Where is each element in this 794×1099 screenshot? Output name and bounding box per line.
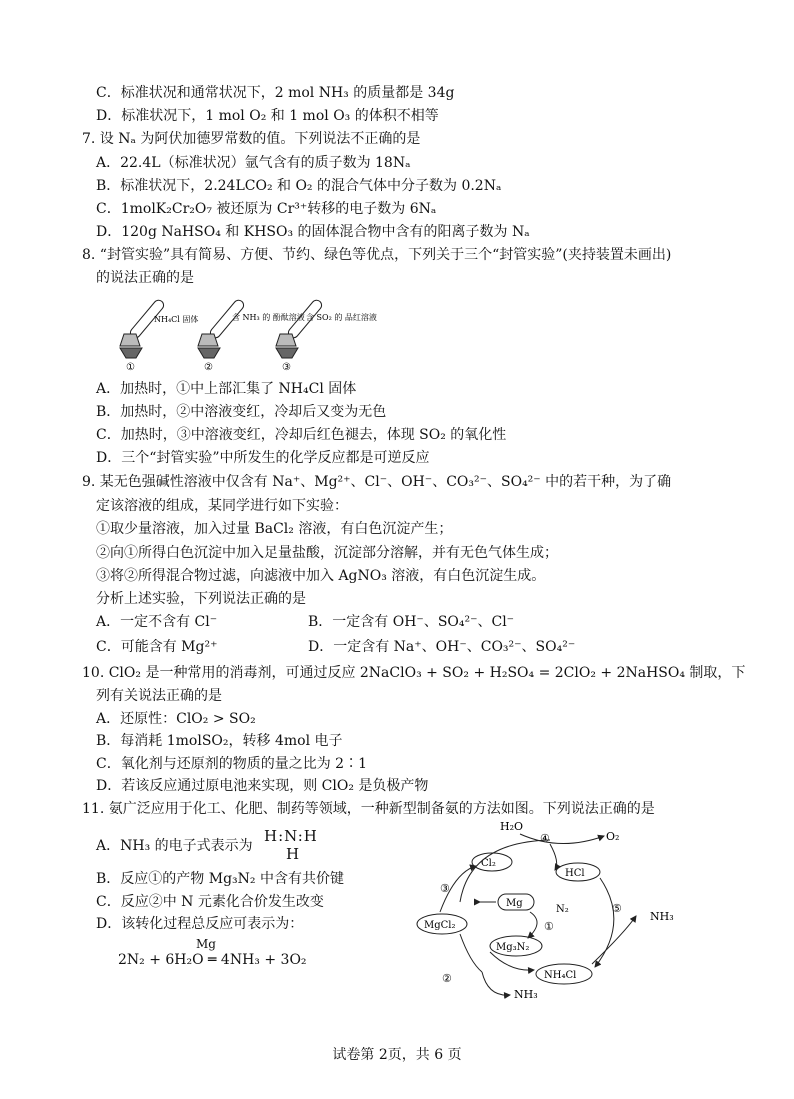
nh3-bottom-label: NH₃ [514, 988, 538, 1001]
q8-option-a: A．加热时，①中上部汇集了 NH₄Cl 固体 [96, 381, 357, 397]
q9-step-2: ②向①所得白色沉淀中加入足量盐酸，沉淀部分溶解，并有无色气体生成； [96, 545, 558, 561]
page-footer: 试卷第 2页，共 6 页 [332, 1047, 462, 1063]
q11-stem: 11. 氨广泛应用于化工、化肥、制药等领域，一种新型制备氨的方法如图。下列说法正确的是 [82, 801, 655, 817]
n2-label: N₂ [556, 904, 569, 915]
q6-option-c: C．标准状况和通常状况下，2 mol NH₃ 的质量都是 34g [96, 85, 455, 101]
tube-2-label: 含 NH₃ 的 酚酞溶液 [232, 313, 305, 322]
q8-stem-cont: 的说法正确的是 [96, 270, 194, 286]
q7-stem: 7. 设 Nₐ 为阿伏加德罗常数的值。下列说法不正确的是 [82, 131, 421, 147]
q8-stem: 8. “封管实验”具有简易、方便、节约、绿色等优点，下列关于三个“封管实验”(夹持装置未画出) [82, 247, 672, 263]
q8-option-d: D．三个“封管实验”中所发生的化学反应都是可逆反应 [96, 450, 430, 466]
q9-option-b: B．一定含有 OH⁻、SO₄²⁻、Cl⁻ [308, 614, 515, 630]
q7-option-a: A．22.4L（标准状况）氩气含有的质子数为 18Nₐ [96, 155, 411, 171]
overall-equation: 2N₂ + 6H₂O ═ 4NH₃ + 3O₂ [118, 952, 307, 968]
q8-option-c: C．加热时，③中溶液变红，冷却后红色褪去，体现 SO₂ 的氧化性 [96, 427, 507, 443]
mg-node: Mg [506, 898, 523, 909]
cl2-node: Cl₂ [481, 858, 496, 869]
ammonia-cycle-diagram [410, 812, 710, 1002]
tube-1 [120, 298, 198, 373]
q9-stem: 9. 某无色强碱性溶液中仅含有 Na⁺、Mg²⁺、Cl⁻、OH⁻、CO₃²⁻、SO₄²⁻ 中的若干种，为了确 [82, 474, 672, 490]
q7-option-c: C．1molK₂Cr₂O₇ 被还原为 Cr³⁺转移的电子数为 6Nₐ [96, 201, 437, 217]
q9-prompt: 分析上述实验，下列说法正确的是 [96, 591, 306, 607]
q7-option-d: D．120g NaHSO₄ 和 KHSO₃ 的固体混合物中含有的阳离子数为 Nₐ [96, 224, 530, 240]
q9-option-d: D．一定含有 Na⁺、OH⁻、CO₃²⁻、SO₄²⁻ [308, 639, 576, 655]
reaction-3: ③ [440, 882, 450, 895]
nh3-electron-formula-bottom: H [286, 845, 300, 863]
mg3n2-node: Mg₃N₂ [496, 942, 530, 953]
h2o-label: H₂O [500, 820, 524, 833]
nh3-right-label: NH₃ [650, 910, 674, 923]
q9-option-a: A．一定不含有 Cl⁻ [96, 614, 218, 630]
q10-option-a: A．还原性：ClO₂ > SO₂ [96, 711, 256, 727]
q10-stem: 10. ClO₂ 是一种常用的消毒剂，可通过反应 2NaClO₃ + SO₂ + H₂SO₄ = 2ClO₂ + 2NaHSO₄ 制取，下 [82, 665, 746, 681]
q11-option-a: A．NH₃ 的电子式表示为 [96, 838, 253, 854]
hcl-node: HCl [565, 868, 585, 879]
q11-option-c: C．反应②中 N 元素化合价发生改变 [96, 894, 324, 910]
tube-2-num: ② [204, 362, 213, 373]
q11-option-b: B．反应①的产物 Mg₃N₂ 中含有共价键 [96, 871, 344, 887]
q9-stem-cont: 定该溶液的组成，某同学进行如下实验： [96, 498, 348, 514]
q9-step-3: ③将②所得混合物过滤，向滤液中加入 AgNO₃ 溶液，有白色沉淀生成。 [96, 568, 546, 584]
tube-1-label: NH₄Cl 固体 [154, 315, 199, 324]
q9-option-c: C．可能含有 Mg²⁺ [96, 639, 218, 655]
q8-option-b: B．加热时，②中溶液变红，冷却后又变为无色 [96, 404, 387, 420]
reaction-5: ⑤ [612, 902, 622, 915]
reaction-2: ② [442, 972, 452, 985]
mgcl2-node: MgCl₂ [424, 920, 456, 931]
reaction-4: ④ [540, 832, 550, 845]
eq-catalyst: Mg [196, 937, 216, 951]
q9-step-1: ①取少量溶液，加入过量 BaCl₂ 溶液，有白色沉淀产生； [96, 521, 453, 537]
q11-option-d: D．该转化过程总反应可表示为： [96, 916, 304, 932]
reaction-1: ① [544, 920, 554, 933]
nh4cl-node: NH₄Cl [544, 970, 577, 981]
q10-option-d: D．若该反应通过原电池来实现，则 ClO₂ 是负极产物 [96, 778, 429, 794]
q10-stem-cont: 列有关说法正确的是 [96, 688, 222, 704]
q6-option-d: D．标准状况下，1 mol O₂ 和 1 mol O₃ 的体积不相等 [96, 108, 439, 124]
o2-label: O₂ [606, 830, 620, 843]
q10-option-c: C．氧化剂与还原剂的物质的量之比为 2∶1 [96, 756, 367, 772]
tube-3-label: 含 SO₂ 的 品红溶液 [306, 313, 377, 322]
sealed-tube-figure [110, 290, 377, 375]
nh3-electron-formula: H:N:H [264, 827, 318, 845]
q10-option-b: B．每消耗 1molSO₂，转移 4mol 电子 [96, 733, 343, 749]
tube-3-num: ③ [282, 362, 291, 373]
q7-option-b: B．标准状况下，2.24LCO₂ 和 O₂ 的混合气体中分子数为 0.2Nₐ [96, 178, 502, 194]
tube-1-num: ① [126, 362, 135, 373]
tube-3 [276, 298, 377, 373]
